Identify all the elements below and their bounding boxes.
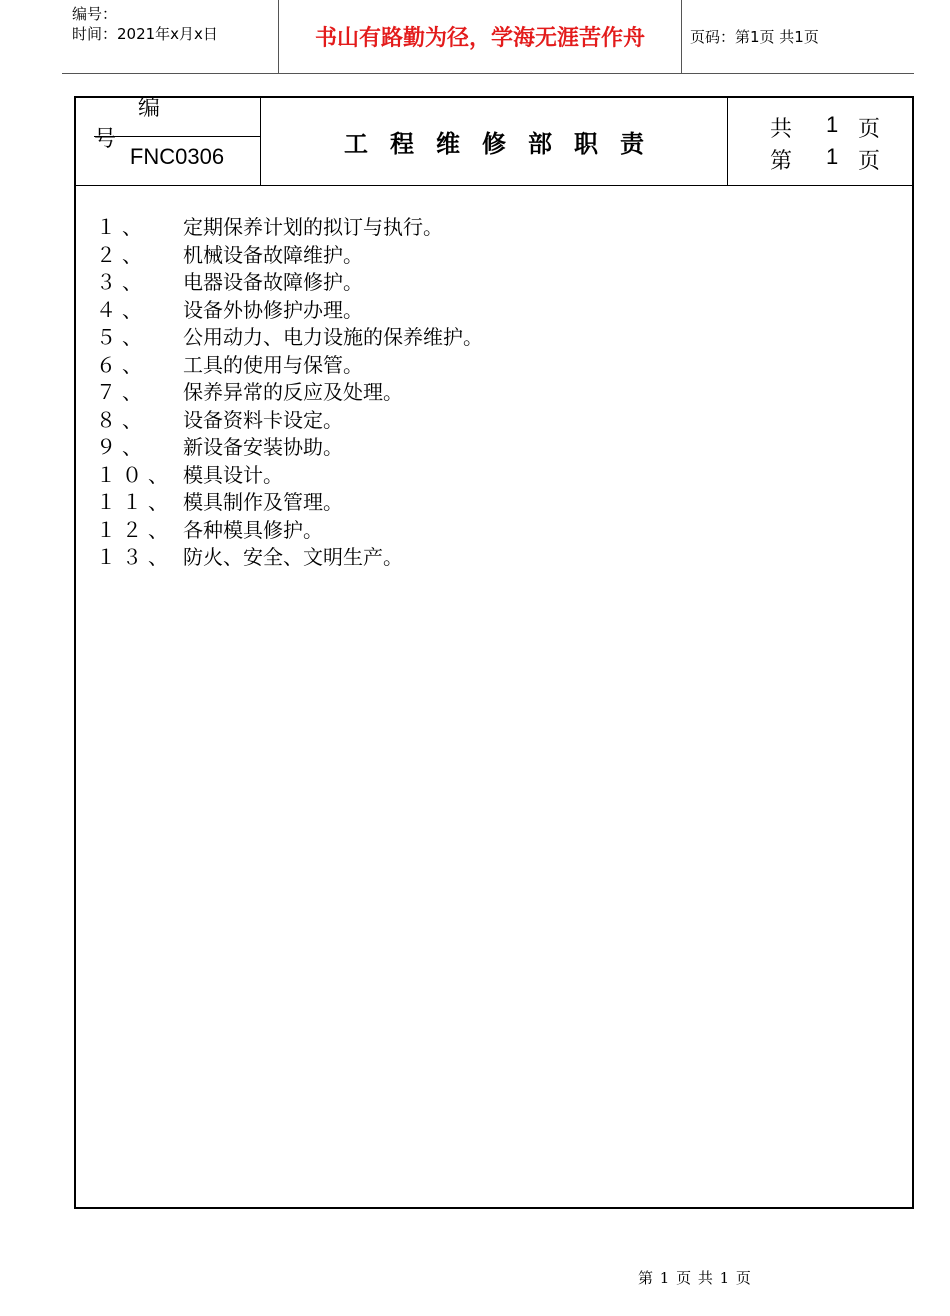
list-item: ８、 设备资料卡设定。 xyxy=(96,407,343,432)
document-frame xyxy=(74,96,914,1209)
list-item: １、 定期保养计划的拟订与执行。 xyxy=(96,215,443,239)
list-item: １０、 模具设计。 xyxy=(96,462,283,487)
list-item: ５、 公用动力、电力设施的保养维护。 xyxy=(96,325,483,349)
header-meta xyxy=(72,4,277,44)
page-count-cell xyxy=(728,98,912,185)
list-item: １２、 各种模具修护。 xyxy=(96,517,323,542)
list-item: ３、 电器设备故障修护。 xyxy=(96,270,363,294)
list-item: ６、 工具的使用与保管。 xyxy=(96,352,363,377)
list-item: ２、 机械设备故障维护。 xyxy=(96,242,363,267)
header-code-label: 编号： xyxy=(72,5,118,23)
list-item: ９、 新设备安装协助。 xyxy=(96,435,343,459)
list-item: １３、 防火、安全、文明生产。 xyxy=(96,545,403,569)
code-value: FNC0306 xyxy=(129,144,225,169)
running-header xyxy=(62,0,914,74)
total-pages: 共 1 页 xyxy=(770,112,881,142)
list-item: ７、 保养异常的反应及处理。 xyxy=(96,380,403,404)
header-time: 时间：2021年x月x日 xyxy=(72,25,218,43)
list-item: ４、 设备外协修护办理。 xyxy=(96,297,363,322)
page-footer: 第 1 页 共 1 页 xyxy=(638,1269,752,1287)
document-title: 工程维修部职责 xyxy=(261,98,728,185)
document-title-row xyxy=(76,98,912,186)
header-divider xyxy=(681,0,682,73)
header-page-info: 页码：第1页 共1页 xyxy=(690,28,819,46)
duty-list xyxy=(96,214,876,572)
list-item: １１、 模具制作及管理。 xyxy=(96,490,343,514)
code-cell xyxy=(76,98,261,185)
current-page: 第 1 页 xyxy=(770,144,881,174)
code-label: 编号 xyxy=(94,108,260,137)
header-motto: 书山有路勤为径，学海无涯苦作舟 xyxy=(314,26,645,51)
